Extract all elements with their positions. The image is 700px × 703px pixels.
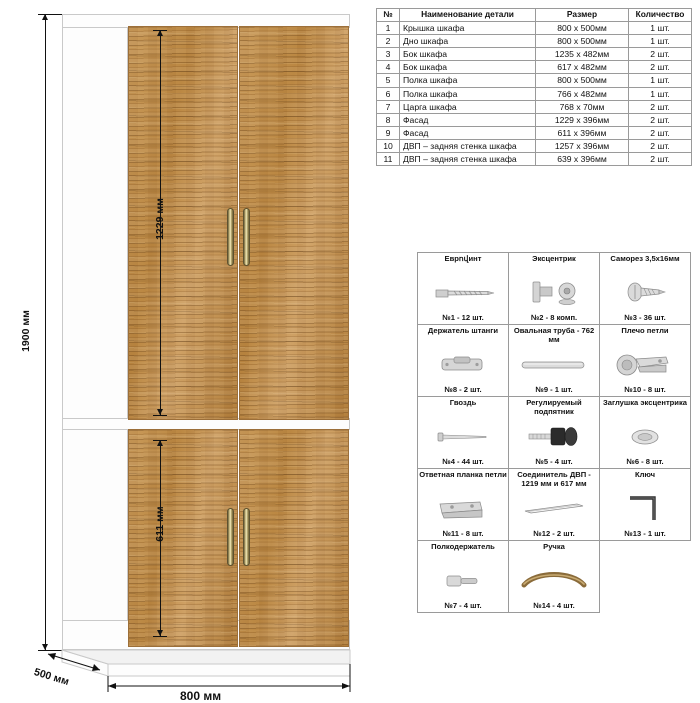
hardware-cell-allen-key xyxy=(600,469,691,541)
cell-name: Царга шкафа xyxy=(400,100,536,113)
hardware-qty: №13 - 1 шт. xyxy=(624,529,666,538)
hardware-row xyxy=(418,397,691,469)
cell-name: Бок шкафа xyxy=(400,48,536,61)
table-row xyxy=(377,48,692,61)
cell-name: ДВП – задняя стенка шкафа xyxy=(400,140,536,153)
shelf-support-icon xyxy=(419,561,507,601)
cell-size: 639 x 396мм xyxy=(536,153,629,166)
adjustable-foot-icon xyxy=(510,417,598,457)
hardware-qty: №11 - 8 шт. xyxy=(442,529,484,538)
total-depth-label: 500 мм xyxy=(32,666,71,688)
hardware-title: Заглушка эксцентрика xyxy=(602,398,687,407)
hardware-qty: №3 - 36 шт. xyxy=(624,313,666,322)
table-row xyxy=(377,61,692,74)
cell-name: Дно шкафа xyxy=(400,35,536,48)
cell-num: 3 xyxy=(377,48,400,61)
table-row xyxy=(377,140,692,153)
cell-size: 1257 x 396мм xyxy=(536,140,629,153)
hardware-title: Еврովинт xyxy=(444,254,482,263)
cell-name: Крышка шкафа xyxy=(400,21,536,34)
hardware-cell-empty xyxy=(600,541,691,613)
width-arrow-right xyxy=(342,683,350,689)
hardware-title: Ручка xyxy=(543,542,565,551)
cell-size: 611 x 396мм xyxy=(536,127,629,140)
cell-name: Полка шкафа xyxy=(400,87,536,100)
hardware-cell-adjustable-foot xyxy=(509,397,600,469)
table-row xyxy=(377,21,692,34)
cell-name: ДВП – задняя стенка шкафа xyxy=(400,153,536,166)
cell-qty: 1 шт. xyxy=(629,74,692,87)
parts-table-header-name: Наименование детали xyxy=(400,9,536,22)
hardware-cell-hinge-plate xyxy=(418,469,509,541)
table-row xyxy=(377,87,692,100)
parts-table-header-row xyxy=(377,9,692,22)
cell-size: 800 x 500мм xyxy=(536,74,629,87)
hardware-title: Плечо петли xyxy=(621,326,669,335)
cell-qty: 2 шт. xyxy=(629,127,692,140)
hinge-plate-icon xyxy=(419,489,507,529)
cell-qty: 1 шт. xyxy=(629,35,692,48)
plinth-front-face xyxy=(108,664,350,676)
parts-table-header-num: № xyxy=(377,9,400,22)
hardware-cell-cam-cover-cap xyxy=(600,397,691,469)
cell-qty: 2 шт. xyxy=(629,48,692,61)
hardware-title: Саморез 3,5x16мм xyxy=(610,254,680,263)
cell-num: 10 xyxy=(377,140,400,153)
hardware-qty: №4 - 44 шт. xyxy=(442,457,484,466)
hardware-qty: №1 - 12 шт. xyxy=(442,313,484,322)
cell-num: 4 xyxy=(377,61,400,74)
hardware-cell-shelf-support xyxy=(418,541,509,613)
plinth-top-face xyxy=(62,650,350,664)
total-height-label: 1900 мм xyxy=(20,310,32,352)
hinge-arm-icon xyxy=(601,345,689,385)
parts-table-header-size: Размер xyxy=(536,9,629,22)
hardware-qty: №8 - 2 шт. xyxy=(444,385,482,394)
oval-tube-icon xyxy=(510,345,598,385)
hardware-title: Держатель штанги xyxy=(427,326,499,335)
cell-qty: 2 шт. xyxy=(629,153,692,166)
cam-cover-cap-icon xyxy=(601,417,689,457)
width-arrow-left xyxy=(108,683,116,689)
upper-door-height-label: 1229 мм xyxy=(154,198,166,240)
hardware-title: Полкодержатель xyxy=(431,542,495,551)
hardware-cell-handle xyxy=(509,541,600,613)
hardware-row xyxy=(418,541,691,613)
hardware-qty: №14 - 4 шт. xyxy=(533,601,575,610)
hardware-title: Соединитель ДВП - 1219 мм и 617 мм xyxy=(517,470,591,488)
rod-holder-icon xyxy=(419,345,507,385)
cell-size: 1229 x 396мм xyxy=(536,113,629,126)
cell-qty: 1 шт. xyxy=(629,87,692,100)
hardware-cell-self-tapping-screw xyxy=(600,253,691,325)
hardware-qty: №5 - 4 шт. xyxy=(535,457,573,466)
table-row xyxy=(377,127,692,140)
hardware-title: Ответная планка петли xyxy=(419,470,507,479)
hardware-title: Гвоздь xyxy=(449,398,477,407)
hardware-cell-hdf-connector xyxy=(509,469,600,541)
table-row xyxy=(377,100,692,113)
hardware-qty: №9 - 1 шт. xyxy=(535,385,573,394)
cell-num: 7 xyxy=(377,100,400,113)
table-row xyxy=(377,153,692,166)
hardware-cell-hinge-arm xyxy=(600,325,691,397)
cell-size: 768 x 70мм xyxy=(536,100,629,113)
cell-name: Фасад xyxy=(400,113,536,126)
handle-icon xyxy=(510,561,598,601)
cell-num: 8 xyxy=(377,113,400,126)
hardware-cell-oval-tube xyxy=(509,325,600,397)
parts-table xyxy=(376,8,692,166)
allen-key-icon xyxy=(601,489,689,529)
hardware-row xyxy=(418,325,691,397)
cell-size: 1235 x 482мм xyxy=(536,48,629,61)
cell-qty: 2 шт. xyxy=(629,140,692,153)
cell-num: 1 xyxy=(377,21,400,34)
cell-num: 6 xyxy=(377,87,400,100)
cell-qty: 2 шт. xyxy=(629,113,692,126)
euro-screw-icon xyxy=(419,273,507,313)
hardware-cell-nail xyxy=(418,397,509,469)
hardware-title: Ключ xyxy=(634,470,656,479)
cell-num: 5 xyxy=(377,74,400,87)
hardware-cell-euro-screw xyxy=(418,253,509,325)
hardware-qty: №6 - 8 шт. xyxy=(626,457,664,466)
hardware-title: Регулируемый подпятник xyxy=(526,398,582,416)
depth-arrow-start xyxy=(48,653,56,660)
cell-name: Полка шкафа xyxy=(400,74,536,87)
nail-icon xyxy=(419,417,507,457)
hardware-qty: №2 - 8 комп. xyxy=(530,313,578,322)
lower-door-height-label: 611 мм xyxy=(154,506,166,542)
hardware-row xyxy=(418,469,691,541)
total-width-label: 800 мм xyxy=(180,689,222,703)
hardware-qty: №12 - 2 шт. xyxy=(533,529,575,538)
cell-qty: 2 шт. xyxy=(629,100,692,113)
hardware-row xyxy=(418,253,691,325)
cell-qty: 2 шт. xyxy=(629,61,692,74)
cell-num: 11 xyxy=(377,153,400,166)
cell-num: 9 xyxy=(377,127,400,140)
hardware-cell-cam-lock xyxy=(509,253,600,325)
cell-size: 617 x 482мм xyxy=(536,61,629,74)
cell-size: 800 x 500мм xyxy=(536,35,629,48)
cell-name: Бок шкафа xyxy=(400,61,536,74)
table-row xyxy=(377,113,692,126)
table-row xyxy=(377,35,692,48)
cell-size: 800 x 500мм xyxy=(536,21,629,34)
cell-num: 2 xyxy=(377,35,400,48)
hardware-qty: №10 - 8 шт. xyxy=(624,385,666,394)
hdf-connector-icon xyxy=(510,489,598,529)
table-row xyxy=(377,74,692,87)
self-tapping-screw-icon xyxy=(601,273,689,313)
hardware-title: Эксцентрик xyxy=(532,254,576,263)
cam-lock-icon xyxy=(510,273,598,313)
hardware-grid xyxy=(417,252,691,613)
parts-table-header-qty: Количество xyxy=(629,9,692,22)
hardware-title: Овальная труба - 762 мм xyxy=(513,326,595,344)
cell-qty: 1 шт. xyxy=(629,21,692,34)
cell-size: 766 x 482мм xyxy=(536,87,629,100)
cell-name: Фасад xyxy=(400,127,536,140)
hardware-cell-rod-holder xyxy=(418,325,509,397)
hardware-qty: №7 - 4 шт. xyxy=(444,601,482,610)
